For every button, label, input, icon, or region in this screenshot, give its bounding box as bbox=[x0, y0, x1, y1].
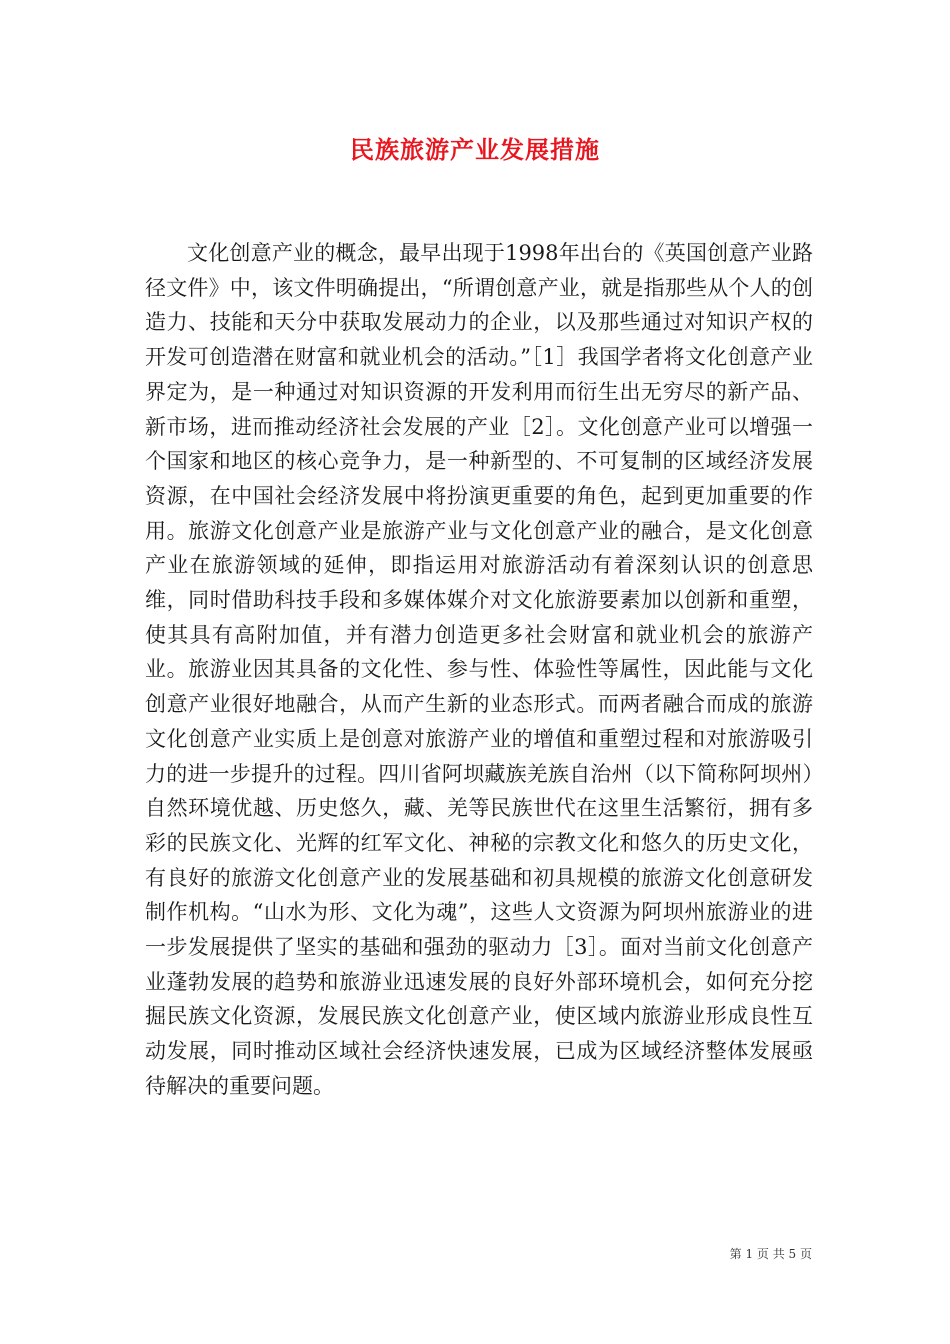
document-title: 民族旅游产业发展措施 bbox=[350, 135, 600, 164]
page-number-footer: 第 1 页 共 5 页 bbox=[729, 1247, 812, 1261]
body-paragraph: 文化创意产业的概念，最早出现于1998年出台的《英国创意产业路径文件》中，该文件明确提出，“所谓创意产业，就是指那些从个人的创造力、技能和天分中获取发展动力的企业，以及那些通过对知识产权的开发可创造潜在财富和就业机会的活动。”［1］我国学者将文化创意产业界定为，是一种通过对知识资源的开发利用而衍生出无穷尽的新产品、新市场，进而推动经济社会发展的产业［2］。文化创意产业可以增强一个国家和地区的核心竞争力，是一种新型的、不可复制的区域经济发展资源，在中国社会经济发展中将扮演更重要的角色，起到更加重要的作用。旅游文化创意产业是旅游产业与文化创意产业的融合，是文化创意产业在旅游领域的延伸，即指运用对旅游活动有着深刻认识的创意思维，同时借助科技手段和多媒体媒介对文化旅游要素加以创新和重塑，使其具有高附加值，并有潜力创造更多社会财富和就业机会的旅游产业。旅游业因其具备的文化性、参与性、体验性等属性，因此能与文化创意产业很好地融合，从而产生新的业态形式。而两者融合而成的旅游文化创意产业实质上是创意对旅游产业的增值和重塑过程和对旅游吸引力的进一步提升的过程。四川省阿坝藏族羌族自治州（以下简称阿坝州）自然环境优越、历史悠久，藏、羌等民族世代在这里生活繁衍，拥有多彩的民族文化、光辉的红军文化、神秘的宗教文化和悠久的历史文化，有良好的旅游文化创意产业的发展基础和初具规模的旅游文化创意研发制作机构。“山水为形、文化为魂”，这些人文资源为阿坝州旅游业的进一步发展提供了坚实的基础和强劲的驱动力［3］。面对当前文化创意产业蓬勃发展的趋势和旅游业迅速发展的良好外部环境机会，如何充分挖掘民族文化资源，发展民族文化创意产业，使区域内旅游业形成良性互动发展，同时推动区域社会经济快速发展，已成为区域经济整体发展亟待解决的重要问题。 bbox=[145, 241, 813, 1098]
